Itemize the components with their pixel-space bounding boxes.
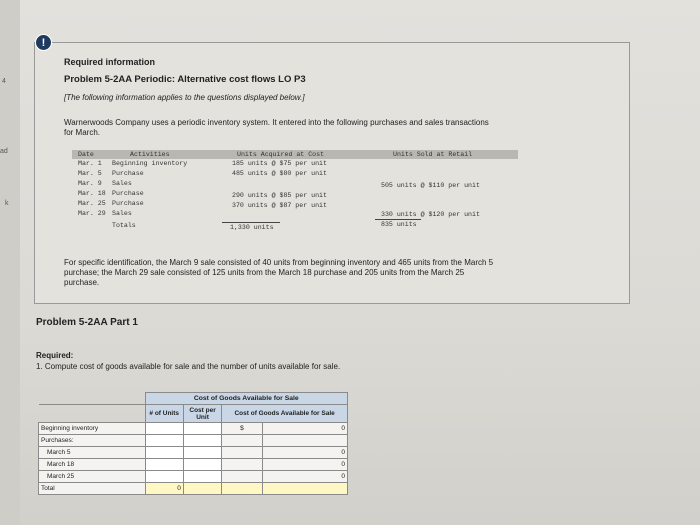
cost-per-unit-input[interactable]: [183, 459, 221, 471]
ledger-sold: 505 units @ $110 per unit: [381, 182, 480, 189]
ledger-header-sold: Units Sold at Retail: [393, 151, 473, 158]
cogs-value: 0: [262, 459, 347, 471]
ledger-totals-sold: 835 units: [381, 221, 417, 228]
total-dollar: [222, 483, 262, 495]
required-label: Required:: [36, 351, 74, 360]
units-input[interactable]: [145, 435, 183, 447]
units-input[interactable]: [145, 447, 183, 459]
specific-id-line-1: For specific identification, the March 9 sale consisted of 40 units from beginning inventory and 465 units from the March 5: [64, 258, 494, 267]
table-row: [39, 423, 348, 435]
row-label: March 5: [39, 447, 146, 459]
col-header-units: # of Units: [145, 405, 183, 423]
info-note: [The following information applies to the questions displayed below.]: [64, 93, 305, 102]
row-label: Purchases:: [39, 435, 146, 447]
ledger-acquired: 290 units @ $85 per unit: [232, 192, 327, 199]
col-header-cost-per-unit: Cost per Unit: [183, 405, 221, 423]
ledger-header-activities: Activities: [130, 151, 170, 158]
empty-cell: [222, 435, 262, 447]
instruction-text: 1. Compute cost of goods available for sale and the number of units available for sale.: [36, 362, 341, 371]
total-cogs: [262, 483, 347, 495]
dollar-sign: $: [222, 423, 262, 435]
ledger-header-date: Date: [78, 151, 94, 158]
specific-id-line-3: purchase.: [64, 278, 100, 287]
ledger-date: Mar. 29: [78, 210, 106, 217]
ledger-total-rule: [375, 219, 421, 220]
intro-line-1: Warnerwoods Company uses a periodic inventory system. It entered into the following purchases and sales transactions: [64, 118, 489, 127]
units-input[interactable]: [145, 471, 183, 483]
ledger-activity: Beginning inventory: [112, 160, 188, 167]
ledger-acquired: 185 units @ $75 per unit: [232, 160, 327, 167]
cogs-worksheet-table: [38, 392, 348, 495]
col-header-cogs-available: Cost of Goods Available for Sale: [222, 405, 348, 423]
cost-per-unit-input[interactable]: [183, 447, 221, 459]
units-input[interactable]: [145, 423, 183, 435]
problem-title: Problem 5-2AA Periodic: Alternative cost flows LO P3: [64, 74, 306, 85]
cost-per-unit-input[interactable]: [183, 435, 221, 447]
ledger-totals-label: Totals: [112, 222, 136, 229]
row-label: Total: [39, 483, 146, 495]
part-title: Problem 5-2AA Part 1: [36, 317, 138, 328]
cost-per-unit-input[interactable]: [183, 471, 221, 483]
cogs-value: 0: [262, 471, 347, 483]
rail-mark: k: [5, 200, 9, 207]
table-row: [39, 459, 348, 471]
table-row: [39, 483, 348, 495]
empty-cell: [262, 435, 347, 447]
table-row: [39, 471, 348, 483]
empty-cell: [222, 447, 262, 459]
empty-cell: [222, 471, 262, 483]
units-input[interactable]: [145, 459, 183, 471]
worksheet-title: Cost of Goods Available for Sale: [145, 393, 347, 405]
ledger-activity: Purchase: [112, 170, 144, 177]
ledger-total-rule: [222, 222, 280, 223]
rail-mark: 4: [2, 78, 6, 85]
cogs-value: 0: [262, 423, 347, 435]
cost-per-unit-input[interactable]: [183, 423, 221, 435]
ledger-header-acquired: Units Acquired at Cost: [237, 151, 325, 158]
rail-mark: ad: [0, 148, 8, 155]
ledger-date: Mar. 1: [78, 160, 102, 167]
left-rail: [0, 0, 20, 525]
row-label: March 18: [39, 459, 146, 471]
info-heading: Required information: [64, 57, 156, 67]
table-corner: [39, 405, 146, 423]
ledger-totals-acquired: 1,330 units: [230, 224, 274, 231]
ledger-activity: Sales: [112, 180, 132, 187]
cogs-value: 0: [262, 447, 347, 459]
ledger-activity: Purchase: [112, 200, 144, 207]
row-label: Beginning inventory: [39, 423, 146, 435]
ledger-date: Mar. 18: [78, 190, 106, 197]
table-row: [39, 447, 348, 459]
ledger-activity: Sales: [112, 210, 132, 217]
alert-icon: !: [35, 34, 52, 51]
total-units: 0: [145, 483, 183, 495]
table-corner: [39, 393, 146, 405]
ledger-sold: 330 units @ $120 per unit: [381, 211, 480, 218]
ledger-date: Mar. 25: [78, 200, 106, 207]
ledger-date: Mar. 9: [78, 180, 102, 187]
ledger-date: Mar. 5: [78, 170, 102, 177]
intro-line-2: for March.: [64, 128, 101, 137]
table-row: [39, 435, 348, 447]
empty-cell: [222, 459, 262, 471]
specific-id-line-2: purchase; the March 29 sale consisted of 125 units from the March 18 purchase and 205 units from the March 25: [64, 268, 465, 277]
row-label: March 25: [39, 471, 146, 483]
ledger-acquired: 485 units @ $80 per unit: [232, 170, 327, 177]
ledger-acquired: 370 units @ $87 per unit: [232, 202, 327, 209]
ledger-activity: Purchase: [112, 190, 144, 197]
total-cost-per-unit: [183, 483, 221, 495]
